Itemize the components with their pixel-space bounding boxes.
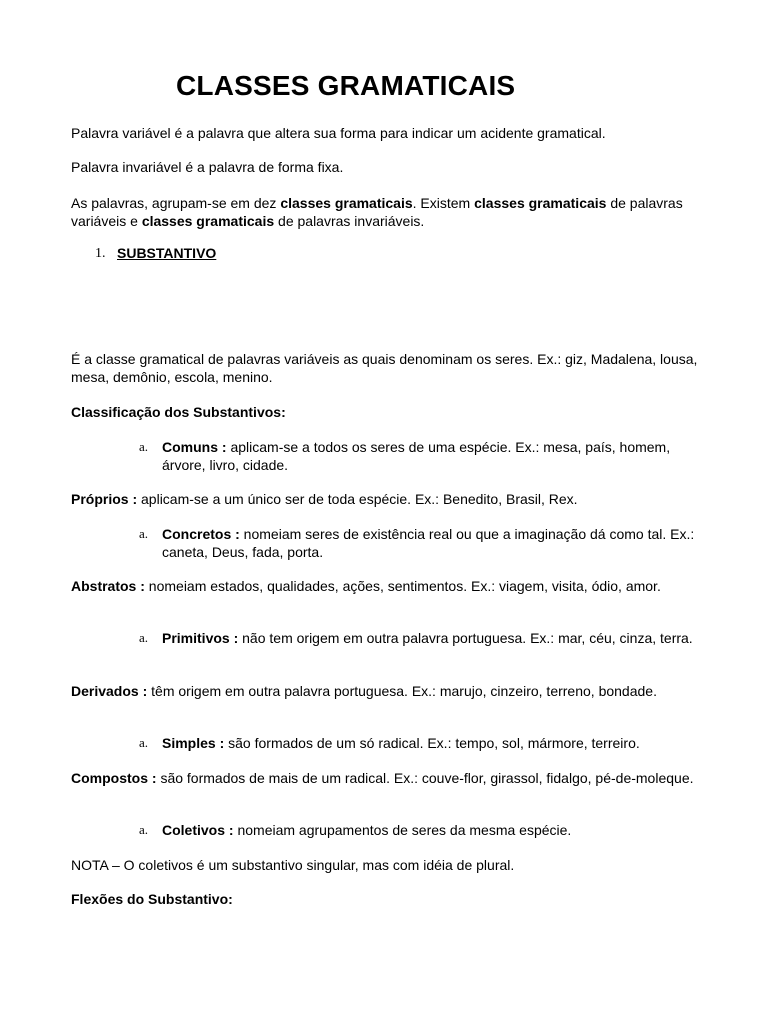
classificacao-heading: Classificação dos Substantivos: [71,404,286,420]
bold-term: classes gramaticais [141,213,275,229]
item-term: Próprios : [71,491,138,507]
text-fragment: de palavras invariáveis. [274,213,425,229]
item-compostos [71,769,711,787]
item-text: aplicam-se a todos os seres de uma espécie. Ex.: mesa, país, homem, árvore, livro, cidade. [162,439,671,473]
list-number: 1. [95,246,106,261]
item-term: Coletivos : [162,822,234,838]
item-proprios [71,490,711,508]
page-title: CLASSES GRAMATICAIS [176,70,516,101]
section-heading-substantivo: SUBSTANTIVO [117,245,217,261]
list-marker: a. [139,735,149,750]
list-marker: a. [139,630,149,645]
text-fragment: de palavras variáveis e [71,195,683,229]
list-marker: a. [139,439,149,454]
item-text: não tem origem em outra palavra portuguesa. Ex.: mar, céu, cinza, terra. [238,630,693,646]
list-marker: a. [139,526,149,541]
item-term: Primitivos : [162,630,239,646]
paragraph-definition: É a classe gramatical de palavras variáveis as quais denominam os seres. Ex.: giz, Madalena, lousa, mesa, demônio, escola, menino. [71,351,698,385]
item-text: têm origem em outra palavra portuguesa. Ex.: marujo, cinzeiro, terreno, bondade. [147,683,657,699]
item-comuns [162,438,702,474]
paragraph-invariavel: Palavra invariável é a palavra de forma fixa. [71,159,344,175]
item-abstratos [71,577,711,595]
item-text: nomeiam estados, qualidades, ações, sentimentos. Ex.: viagem, visita, ódio, amor. [144,578,661,594]
item-simples [162,734,702,752]
nota-paragraph: NOTA – O coletivos é um substantivo singular, mas com idéia de plural. [71,857,515,873]
item-concretos [162,525,702,561]
item-text: nomeiam agrupamentos de seres da mesma espécie. [233,822,572,838]
list-marker: a. [139,822,149,837]
text-fragment: . Existem [412,195,475,211]
bold-term: classes gramaticais [280,195,413,211]
item-primitivos [162,629,702,647]
item-text: aplicam-se a um único ser de toda espécie. Ex.: Benedito, Brasil, Rex. [137,491,578,507]
item-text: são formados de um só radical. Ex.: tempo, sol, mármore, terreiro. [224,735,640,751]
paragraph-variavel: Palavra variável é a palavra que altera sua forma para indicar um acidente gramatical. [71,125,606,141]
item-coletivos [162,821,702,839]
item-text: são formados de mais de um radical. Ex.: couve-flor, girassol, fidalgo, pé-de-moleque. [156,770,694,786]
item-text: nomeiam seres de existência real ou que a imaginação dá como tal. Ex.: caneta, Deus, fada, porta. [162,526,695,560]
item-term: Compostos : [71,770,157,786]
item-term: Abstratos : [71,578,145,594]
text-fragment: As palavras, agrupam-se em dez [71,195,281,211]
bold-term: classes gramaticais [474,195,607,211]
paragraph-classes [71,194,711,230]
item-term: Derivados : [71,683,148,699]
item-derivados [71,682,711,700]
item-term: Concretos : [162,526,240,542]
flexoes-heading: Flexões do Substantivo: [71,891,233,907]
item-term: Comuns : [162,439,227,455]
item-term: Simples : [162,735,225,751]
